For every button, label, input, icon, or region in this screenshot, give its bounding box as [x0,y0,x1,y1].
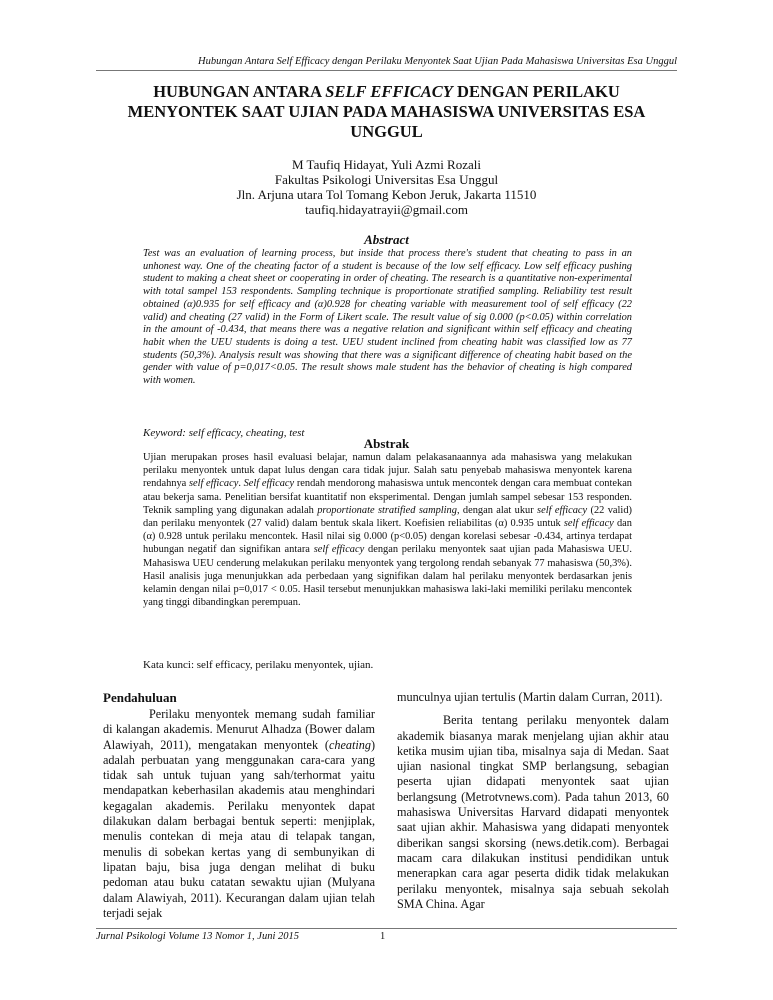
intro-right-column [397,690,669,912]
abstract-en-heading-text: Abstract [364,232,409,247]
abstract-id-italic: self efficacy [537,504,588,516]
abstract-id-seg: dengan perilaku menyontek saat ujian pada Mahasiswa UEU. Mahasiswa UEU cenderung melakukan perilaku menyontek yang tergolong rendah sebanyak 77 mahasiswa (50,3%). Hasil analisis juga menunjukkan ada perbedaan yang signifikan dalam hal perilaku menyontek berdasarkan jenis kelamin dengan nilai p=0,017 < 0.05. Hasil tersebut menunjukkan mahasiswa laki-laki memiliki perilaku mencontek yang tinggi dibandingkan perempuan. [143,544,632,609]
author-address: Jln. Arjuna utara Tol Tomang Kebon Jeruk, Jakarta 11510 [236,187,537,202]
intro-seg: Perilaku menyontek memang sudah familiar di kalangan akademis. Menurut Alhadza (Bower dalam Alawiyah, 2011), mengatakan menyontek ( [103,707,375,752]
abstract-id-seg: , dengan alat ukur [456,504,538,516]
abstract-id-italic: self efficacy [563,518,614,530]
abstract-en-text: Test was an evaluation of learning process, but inside that process there's student that cheating to pass in an unhonest way. One of the cheating factor of a student is because of the low self efficacy. Low self efficacy pushing student to making a cheat sheet or cooperating in order of cheating. The research is a quantitative non-experimental with total sampel 153 respondents. Sampling technique is proportionate stratified sampling. Reliability test result obtained (α)0.935 for self efficacy and (α)0.928 for cheating variable with measurement tool of self efficacy (22 valid) and cheating (27 valid) in the Form of Likert scale. The result value of sig 0.000 (p<0.05) within correlation in the amount of -0.434, that means there was a negative relation and significant within self efficacy and cheating habit when the UEU students is doing a test. UEU student inclined from cheating habit was classified low as 77 students (50,3%). Analysis result was showing that there was a significant difference of cheating habit based on the gender with value of p=0,017<0.05. The result shows male student has the behavior of cheating is high compared with women. [143,248,632,387]
footer-journal: Jurnal Psikologi Volume 13 Nomor 1, Juni 2015 [96,931,299,942]
author-names: M Taufiq Hidayat, Yuli Azmi Rozali [291,157,481,172]
abstract-id-italic: proportionate stratified sampling [317,504,457,516]
page-number: 1 [380,931,386,942]
abstract-id-italic: self efficacy [188,478,239,490]
abstract-id-seg: rendah mendorong mahasiswa untuk mencontek dengan cara membuat contekan atau bekerja sama. Penelitian bersifat kuantitatif non eksperimental. Dengan jumlah sampel sebesar 153 responden. Teknik sampling yang digunakan adalah [143,478,632,516]
author-affiliation: Fakultas Psikologi Universitas Esa Unggul [274,172,499,187]
running-header: Hubungan Antara Self Efficacy dengan Perilaku Menyontek Saat Ujian Pada Mahasiswa Universitas Esa Unggul [96,56,677,71]
keywords-id: Kata kunci: self efficacy, perilaku menyontek, ujian. [143,659,374,671]
abstract-id-italic: self efficacy [313,544,365,556]
title-part-1: HUBUNGAN ANTARA [153,82,326,101]
intro-paragraph-2: Berita tentang perilaku menyontek dalam akademik biasanya marak menjelang ujian akhir atau ketika musim ujian tiba, misalnya saja di Medan. Saat ujian nasional tingkat SMP berlangsung, sebagian peserta ujian didapati menyontek saat ujian berlangsung (Metrotvnews.com). Pada tahun 2013, 60 mahasiswa Universitas Harvard didapati menyontek saat ujian akhir. Mahasiswa yang didapati menyontek diberikan sangsi skorsing (news.detik.com). Berbagai macam cara dilakukan institusi pendidikan untuk menerapkan cara agar peserta didik tidak melakukan perilaku menyontek, misalnya saja sebuah sekolah SMA China. Agar [397,713,669,911]
intro-seg: ) adalah perbuatan yang menggunakan cara-cara yang tidak sah untuk tujuan yang sah/terhormat yaitu mendapatkan keberhasilan akademis atau menghindari kegagalan akademis. Perilaku menyontek dapat dilakukan dalam berbagai bentuk seperti: menjiplak, menulis contekan di meja atau di telapak tangan, menulis di sobekan kertas yang di sembunyikan di lipatan baju, bisa juga dengan melihat di buku pedoman atau buku catatan sewaktu ujian (Mulyana dalam Alawiyah, 2011). Kecurangan dalam ujian telah terjadi sejak [103,737,375,920]
title-italic: SELF EFFICACY [325,82,453,101]
intro-paragraph-1 [103,707,375,921]
abstract-id-italic: Self efficacy [243,478,295,490]
author-email: taufiq.hidayatrayii@gmail.com [305,202,468,217]
intro-paragraph-continued: munculnya ujian tertulis (Martin dalam Curran, 2011). [397,690,663,704]
abstract-id-seg: (22 valid) dan perilaku menyontek (27 valid) dalam bentuk skala likert. Koefisien reliabilitas (α) 0.935 untuk [143,504,632,530]
intro-italic: cheating [328,737,371,752]
paper-title [100,82,673,142]
author-block [150,157,623,217]
abstract-en-heading [118,232,655,247]
section-heading-pendahuluan: Pendahuluan [103,690,177,705]
intro-left-column [103,690,375,921]
abstract-id-seg: . [238,478,244,490]
keywords-en: Keyword: self efficacy, cheating, test [143,427,305,439]
abstract-id-seg: dan (α) 0.928 untuk perilaku mencontek. Hasil nilai sig 0.000 (p<0.05) dengan korelasi sebesar -0.434, artinya terdapat hubungan negatif dan signifikan antara [143,518,632,556]
abstract-id-text [143,451,632,609]
abstract-id-heading: Abstrak [363,436,410,451]
page-footer [96,928,677,943]
abstract-id-seg: Ujian merupakan proses hasil evaluasi belajar, namun dalam pelakasanaannya ada mahasiswa yang melakukan perilaku menyontek untuk dapat lulus dengan cara tidak jujur. Salah satu penyebab mahasiswa menyontek karena rendahnya [143,452,632,490]
title-part-2: DENGAN PERILAKU MENYONTEK SAAT UJIAN PADA MAHASISWA UNIVERSITAS ESA UNGGUL [127,82,646,141]
